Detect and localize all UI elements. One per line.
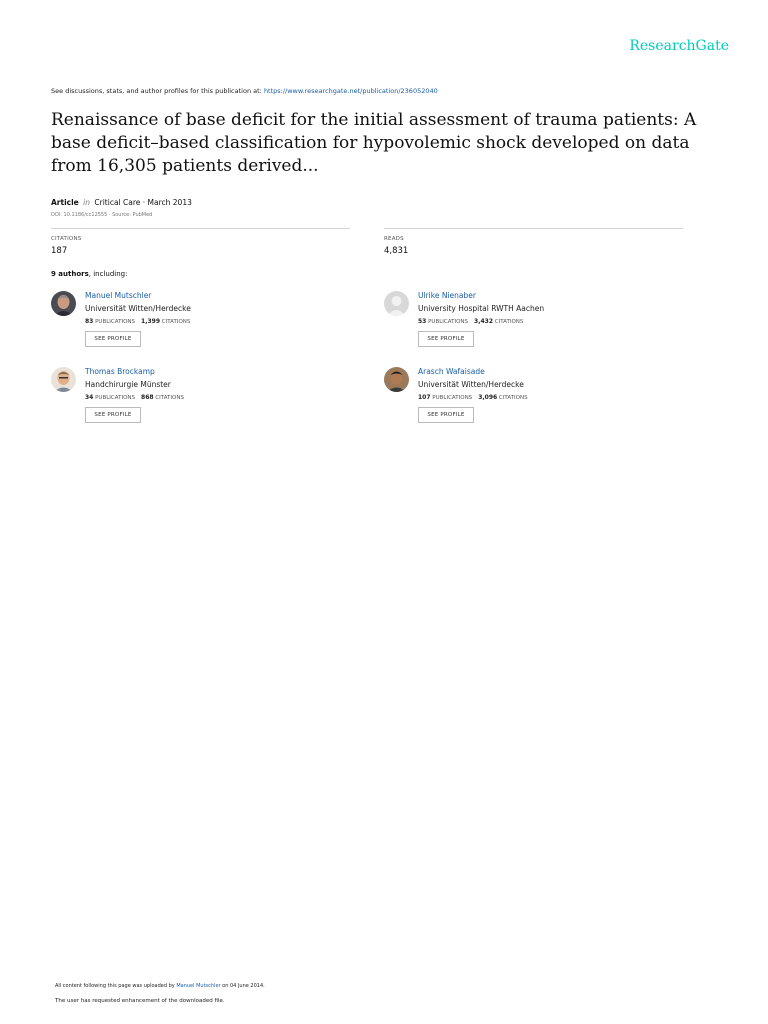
authors-suffix: , including:: [88, 270, 128, 278]
author-stats: [85, 394, 184, 401]
citations-count: 3,432: [474, 318, 493, 325]
publications-count: 53: [418, 318, 427, 325]
reads-stat: [384, 228, 683, 256]
article-meta: [51, 198, 192, 207]
author-institution: University Hospital RWTH Aachen: [418, 304, 545, 313]
citations-count: 3,096: [478, 394, 498, 401]
citations-label: CITATIONS: [498, 395, 528, 401]
citations-value: 187: [51, 246, 68, 256]
citations-label: CITATIONS: [161, 319, 191, 325]
citations-label: CITATIONS: [494, 319, 524, 325]
upload-suffix: on 04 June 2014.: [220, 983, 265, 989]
researchgate-logo[interactable]: ResearchGate: [629, 38, 729, 54]
uploader-link[interactable]: Manuel Mutschler: [176, 983, 221, 989]
reads-value: 4,831: [384, 246, 409, 256]
article-date: · March 2013: [142, 198, 192, 207]
discussion-prefix: See discussions, stats, and author profiles for this publication at:: [51, 87, 264, 95]
doi-source: DOI: 10.1186/cc12555 · Source: PubMed: [51, 212, 153, 218]
author-institution: Universität Witten/Herdecke: [418, 380, 524, 389]
author-institution: Universität Witten/Herdecke: [85, 304, 191, 313]
publications-label: PUBLICATIONS: [428, 319, 469, 325]
citations-count: 1,399: [141, 318, 160, 325]
authors-count: 9 authors: [51, 270, 89, 278]
author-stats: [418, 318, 523, 325]
citations-label: CITATIONS: [155, 395, 184, 401]
publications-label: PUBLICATIONS: [95, 319, 136, 325]
author-stats: [85, 318, 190, 325]
author-name[interactable]: Arasch Wafaisade: [418, 367, 485, 376]
publications-count: 34: [85, 394, 94, 401]
upload-prefix: All content following this page was uploaded by: [55, 983, 177, 989]
author-stats: [418, 394, 528, 401]
author-card-brockamp: [51, 367, 351, 437]
author-name[interactable]: Ulrike Nienaber: [418, 291, 476, 300]
see-profile-button[interactable]: SEE PROFILE: [85, 407, 141, 423]
citations-count: 868: [141, 394, 154, 401]
authors-heading: [51, 270, 127, 278]
publication-link[interactable]: https://www.researchgate.net/publication/236052040: [263, 87, 438, 95]
citations-label: CITATIONS: [51, 236, 82, 242]
author-institution: Handchirurgie Münster: [85, 380, 171, 389]
see-profile-button[interactable]: SEE PROFILE: [418, 407, 474, 423]
publications-label: PUBLICATIONS: [95, 395, 136, 401]
see-profile-button[interactable]: SEE PROFILE: [85, 331, 141, 347]
see-profile-button[interactable]: SEE PROFILE: [418, 331, 474, 347]
publications-count: 107: [418, 394, 431, 401]
author-avatar-placeholder[interactable]: [384, 291, 409, 316]
citations-stat: [51, 228, 350, 256]
publications-label: PUBLICATIONS: [432, 395, 473, 401]
author-avatar[interactable]: [51, 291, 76, 316]
upload-notice: [55, 983, 265, 989]
publications-count: 83: [85, 318, 94, 325]
author-name[interactable]: Manuel Mutschler: [85, 291, 152, 300]
author-card-wafaisade: [384, 367, 684, 437]
author-avatar[interactable]: [51, 367, 76, 392]
discussion-notice: [51, 87, 438, 95]
article-type: Article: [51, 198, 79, 207]
author-card-nienaber: [384, 291, 684, 361]
enhancement-note: The user has requested enhancement of the downloaded file.: [55, 998, 225, 1004]
article-title: Renaissance of base deficit for the initial assessment of trauma patients: A base deficit–based classification for hypovolemic shock developed on data from 16,305 patients derived...: [51, 110, 697, 176]
in-label: in: [83, 198, 90, 207]
author-card-mutschler: [51, 291, 351, 361]
reads-label: READS: [384, 236, 404, 242]
journal-name: Critical Care: [94, 198, 141, 207]
author-avatar[interactable]: [384, 367, 409, 392]
author-name[interactable]: Thomas Brockamp: [85, 367, 155, 376]
